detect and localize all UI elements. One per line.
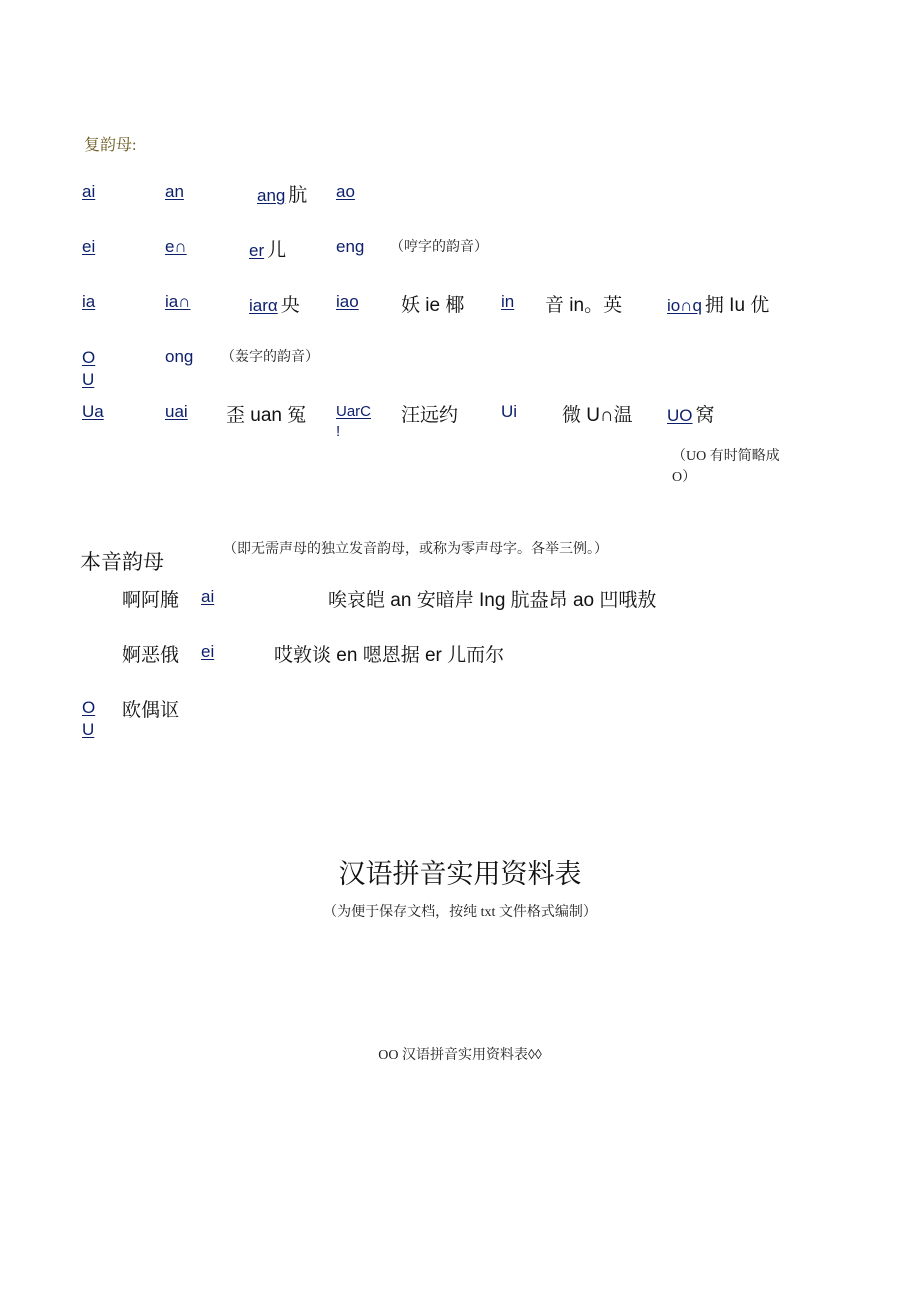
example-in-ing: 音 in。英 [545,295,623,316]
example-iong-iu: 拥 Iu 优 [704,295,770,316]
pinyin-ai-2: ai [201,587,215,606]
note-benyin: （即无需声母的独立发音韵母，或称为零声母字。各举三例。） [223,542,608,557]
pinyin-uai: uai [165,402,188,421]
pinyin-iong-label: io∩q [667,296,702,315]
pinyin-ang [257,180,307,207]
example-ai-an-ang-ao: 唉哀皑 an 安暗岸 Ing 肮盎昂 ao 凹哦敖 [328,590,657,611]
pinyin-ou-2 [82,697,95,741]
pinyin-er-label: er [249,241,265,260]
section-title-benyin: 本音韵母 [80,551,164,574]
pinyin-iang [249,290,300,317]
pinyin-in: in [501,292,515,311]
example-er: 儿 [267,240,287,261]
pinyin-uo [667,400,715,427]
note-eng: （哼字的韵音） [390,240,488,255]
pinyin-ai: ai [82,182,96,201]
section-title-fuyunmu: 复韵母: [84,137,137,154]
example-ang: 肮 [288,185,308,206]
pinyin-ou-2-o: O [82,698,96,717]
pinyin-uo-label: UO [667,406,693,425]
pinyin-ian: ia∩ [165,292,191,311]
note-ong: （轰字的韵音） [221,350,319,365]
note-uo-line2: O） [672,470,697,485]
pinyin-ui: Ui [501,402,518,421]
example-e: 婀恶俄 [122,645,180,666]
pinyin-ong: ong [165,347,194,366]
pinyin-iao: iao [336,292,359,311]
main-title: 汉语拼音实用资料表 [338,859,582,889]
pinyin-uang-mark: ! [336,423,341,440]
pinyin-uang [336,402,371,442]
pinyin-ou-2-u: U [82,720,95,739]
example-ui-un: 微 U∩温 [562,405,633,426]
pinyin-ang-label: ang [257,186,286,205]
pinyin-ua: Ua [82,402,104,421]
pinyin-ou-u: U [82,370,95,389]
note-uo-line1: （UO 有时简略成 [672,449,780,464]
example-uai-uan: 歪 uan 冤 [226,405,307,426]
example-iang: 央 [280,295,300,316]
footer-text: OO 汉语拼音实用资料表◊◊ [378,1048,542,1063]
example-iao-ie: 妖 ie 椰 [401,295,465,316]
pinyin-iang-label: iarα [249,296,278,315]
pinyin-ao: ao [336,182,355,201]
pinyin-ou [82,347,95,391]
example-uo: 窝 [695,405,715,426]
pinyin-ou-o: O [82,348,96,367]
example-uang-ue: 汪远约 [401,405,459,426]
pinyin-iong [667,290,769,317]
note-uo [672,446,780,488]
pinyin-an: an [165,182,184,201]
example-ou: 欧偶讴 [122,700,180,721]
pinyin-ei-2: ei [201,642,215,661]
example-ei-en-er: 哎敦谈 en 嗯恩据 er 儿而尔 [274,645,505,666]
pinyin-er [249,235,286,262]
main-subtitle: （为便于保存文档，按纯 txt 文件格式编制） [323,905,597,920]
pinyin-uang-label: UarC [336,403,372,420]
pinyin-ei: ei [82,237,96,256]
pinyin-en: e∩ [165,237,187,256]
example-a: 啊阿腌 [122,590,180,611]
pinyin-eng: eng [336,237,365,256]
pinyin-ia: ia [82,292,96,311]
